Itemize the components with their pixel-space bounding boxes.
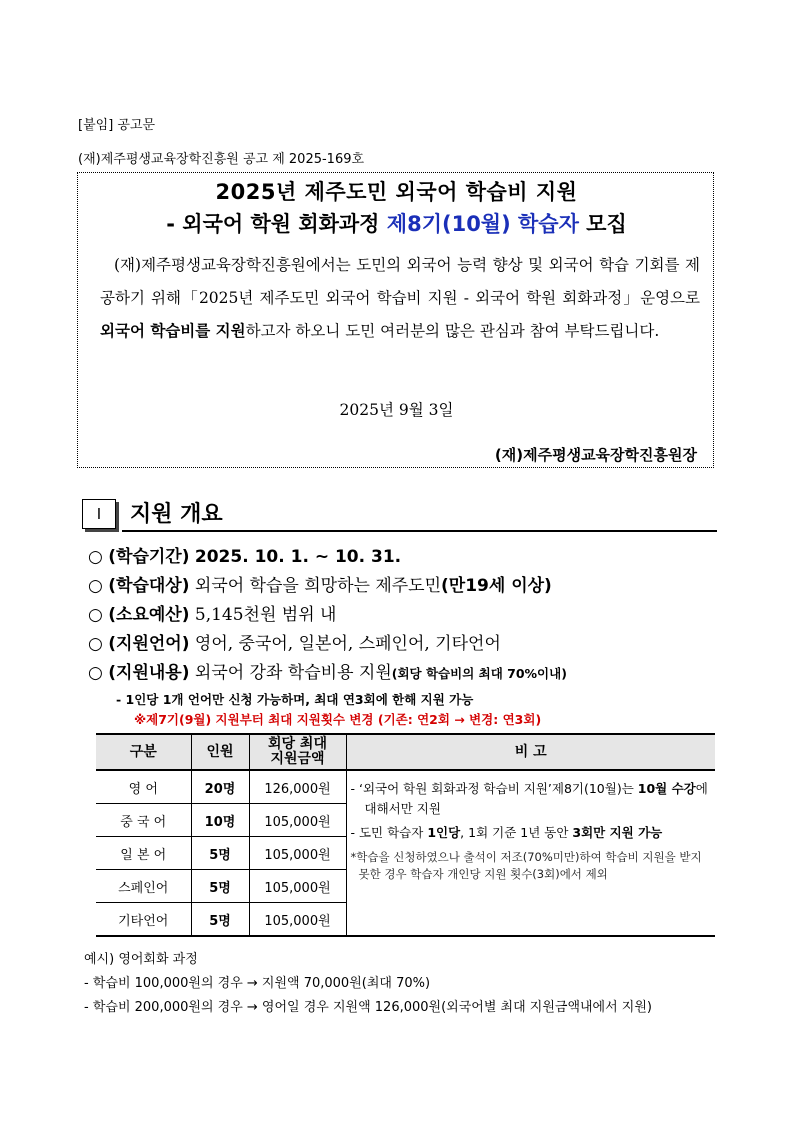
cell-count: 10명 [191,804,249,837]
bullet-mark: ○ [88,547,103,567]
paragraph-text-1: (재)제주평생교육장학진흥원에서는 도민의 외국어 능력 향상 및 외국어 학습 기회를 제공하기 위해「2025년 제주도민 외국어 학습비 지원 - 외국어 학원 회화과정」운영으로 [100,256,700,307]
bullet-mark: ○ [88,576,103,596]
bullet-mark: ○ [88,663,103,683]
section-divider [122,530,717,532]
cell-language: 영 어 [96,770,191,804]
remark-item [351,779,710,819]
remark-text: 에 대해서만 지원 [364,781,708,816]
bullet-value: 외국어 학습을 희망하는 제주도민 [194,576,442,596]
table-header-row [96,734,715,770]
section-title: 지원 개요 [130,502,223,527]
bullet-period [88,543,728,572]
example-title: 예시) 영어회화 과정 [84,952,198,967]
cell-amount: 105,000원 [249,804,346,837]
bullet-target [88,572,728,601]
bullet-label: (학습기간) [108,547,190,567]
cell-amount: 105,000원 [249,837,346,870]
remarks-cell [346,770,715,936]
remark-emphasis: 1인당 [427,825,461,840]
notice-number: (재)제주평생교육장학진흥원 공고 제 2025-169호 [78,152,365,167]
sub-note-change: ※제7기(9월) 지원부터 최대 지원횟수 변경 (기존: 연2회 → 변경: 연3회) [134,712,542,727]
header-amount: 회당 최대 지원금액 [249,734,346,770]
section-number: Ⅰ [82,499,116,529]
example-line: - 학습비 100,000원의 경우 → 지원액 70,000원(최대 70%) [84,976,431,991]
notice-subtitle [0,208,793,238]
remark-emphasis: 10월 수강 [637,781,696,796]
attachment-label: [붙임] 공고문 [78,118,156,133]
bullet-value: 외국어 강좌 학습비용 지원 [194,663,392,683]
notice-title: 2025년 제주도민 외국어 학습비 지원 [215,180,578,204]
bullet-label: (지원언어) [108,634,190,654]
bullet-budget [88,601,728,630]
remark-emphasis: 3회만 지원 가능 [572,825,663,840]
remark-footnote: *학습을 신청하였으나 출석이 저조(70%미만)하여 학습비 지원을 받지 못한 경우 학습자 개인당 지원 횟수(3회)에서 제외 [350,850,702,881]
header-category: 구분 [96,734,191,770]
notice-date: 2025년 9월 3일 [339,401,454,419]
bullet-value: 영어, 중국어, 일본어, 스페인어, 기타언어 [194,634,501,654]
paragraph-emphasis: 외국어 학습비를 지원 [100,322,246,340]
example-line: - 학습비 200,000원의 경우 → 영어일 경우 지원액 126,000원(외국어별 최대 지원금액내에서 지원) [84,1000,652,1015]
cell-amount: 126,000원 [249,770,346,804]
table-row [96,770,715,804]
bullet-content [88,659,728,688]
subtitle-highlight: 제8기(10월) 학습자 [386,212,579,236]
cell-count: 5명 [191,870,249,903]
cell-count: 5명 [191,837,249,870]
notice-paragraph [100,249,700,348]
bullet-emphasis: (만19세 이상) [441,576,552,596]
bullet-list [88,543,728,688]
cell-language: 일 본 어 [96,837,191,870]
remark-text: - ‘외국어 학원 회화과정 학습비 지원’제8기(10월)는 [350,781,638,796]
bullet-languages [88,630,728,659]
header-count: 인원 [191,734,249,770]
subtitle-suffix: 모집 [578,212,627,236]
remark-item [351,823,710,843]
sub-note-limit: - 1인당 1개 언어만 신청 가능하며, 최대 연3회에 한해 지원 가능 [116,692,474,707]
bullet-small-note: (회당 학습비의 최대 70%이내) [391,666,567,681]
remark-text: , 1회 기준 1년 동안 [460,825,573,840]
bullet-label: (지원내용) [108,663,190,683]
support-table [96,733,715,937]
notice-signer: (재)제주평생교육장학진흥원장 [494,446,697,464]
cell-amount: 105,000원 [249,903,346,937]
cell-language: 기타언어 [96,903,191,937]
cell-count: 20명 [191,770,249,804]
bullet-mark: ○ [88,605,103,625]
cell-amount: 105,000원 [249,870,346,903]
bullet-label: (학습대상) [108,576,190,596]
bullet-mark: ○ [88,634,103,654]
remark-text: - 도민 학습자 [350,825,428,840]
bullet-value: 5,145천원 범위 내 [194,605,337,625]
paragraph-text-2: 하고자 하오니 도민 여러분의 많은 관심과 참여 부탁드립니다. [245,322,660,340]
bullet-value: 2025. 10. 1. ~ 10. 31. [194,547,402,567]
examples [84,948,652,1020]
cell-language: 중 국 어 [96,804,191,837]
subtitle-prefix: - 외국어 학원 회화과정 [166,212,387,236]
header-remarks: 비 고 [346,734,715,770]
bullet-label: (소요예산) [108,605,190,625]
cell-count: 5명 [191,903,249,937]
cell-language: 스페인어 [96,870,191,903]
